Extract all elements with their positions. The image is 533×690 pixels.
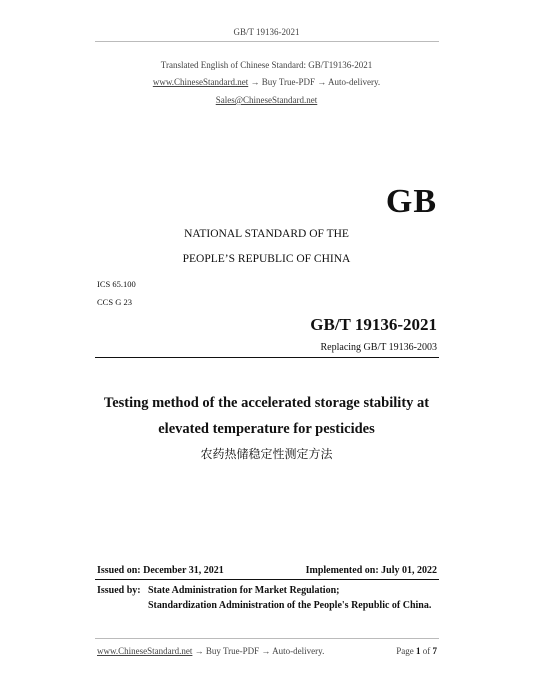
page-label: Page <box>396 646 414 656</box>
footer-divider <box>95 638 439 639</box>
ccs-code: CCS G 23 <box>97 297 132 307</box>
page-total: 7 <box>432 646 437 656</box>
banner-line1: Translated English of Chinese Standard: GB/T19136-2021 <box>160 60 373 70</box>
title-en-line1: Testing method of the accelerated storage stability at <box>103 395 430 411</box>
email-link[interactable]: Sales@ChineseStandard.net <box>215 95 318 105</box>
issued-by-line2: Standardization Administration of the People's Republic of China. <box>148 600 432 611</box>
dates-divider <box>95 579 439 580</box>
title-zh: 农药热储稳定性测定方法 <box>200 447 333 461</box>
issued-by-line1: State Administration for Market Regulation; <box>148 585 340 596</box>
ics-code: ICS 65.100 <box>97 279 136 289</box>
national-line1: NATIONAL STANDARD OF THE <box>184 228 349 240</box>
replacing-note: Replacing GB/T 19136-2003 <box>320 342 437 353</box>
banner-line2 <box>0 77 533 87</box>
standard-number: GB/T 19136-2021 <box>310 315 437 334</box>
number-divider <box>95 357 439 358</box>
header-divider <box>95 41 439 42</box>
title-en-line2: elevated temperature for pesticides <box>158 421 375 437</box>
national-line2: PEOPLE’S REPUBLIC OF CHINA <box>182 253 351 265</box>
implemented-on: Implemented on: July 01, 2022 <box>305 565 437 576</box>
issued-on: Issued on: December 31, 2021 <box>97 565 224 576</box>
issued-by-label: Issued by: <box>97 585 141 596</box>
footer-suffix: → Buy True-PDF → Auto-delivery. <box>194 646 325 656</box>
gb-mark: GB <box>385 183 437 220</box>
running-header: GB/T 19136-2021 <box>233 27 300 37</box>
page-current: 1 <box>416 646 421 656</box>
banner-line3 <box>0 95 533 105</box>
banner-line2-suffix: → Buy True-PDF → Auto-delivery. <box>250 77 381 87</box>
page-of: of <box>422 646 431 656</box>
site-link[interactable]: www.ChineseStandard.net <box>152 77 249 87</box>
footer-site-link[interactable]: www.ChineseStandard.net <box>97 646 193 656</box>
page-indicator <box>396 646 437 656</box>
footer-left <box>97 646 324 656</box>
